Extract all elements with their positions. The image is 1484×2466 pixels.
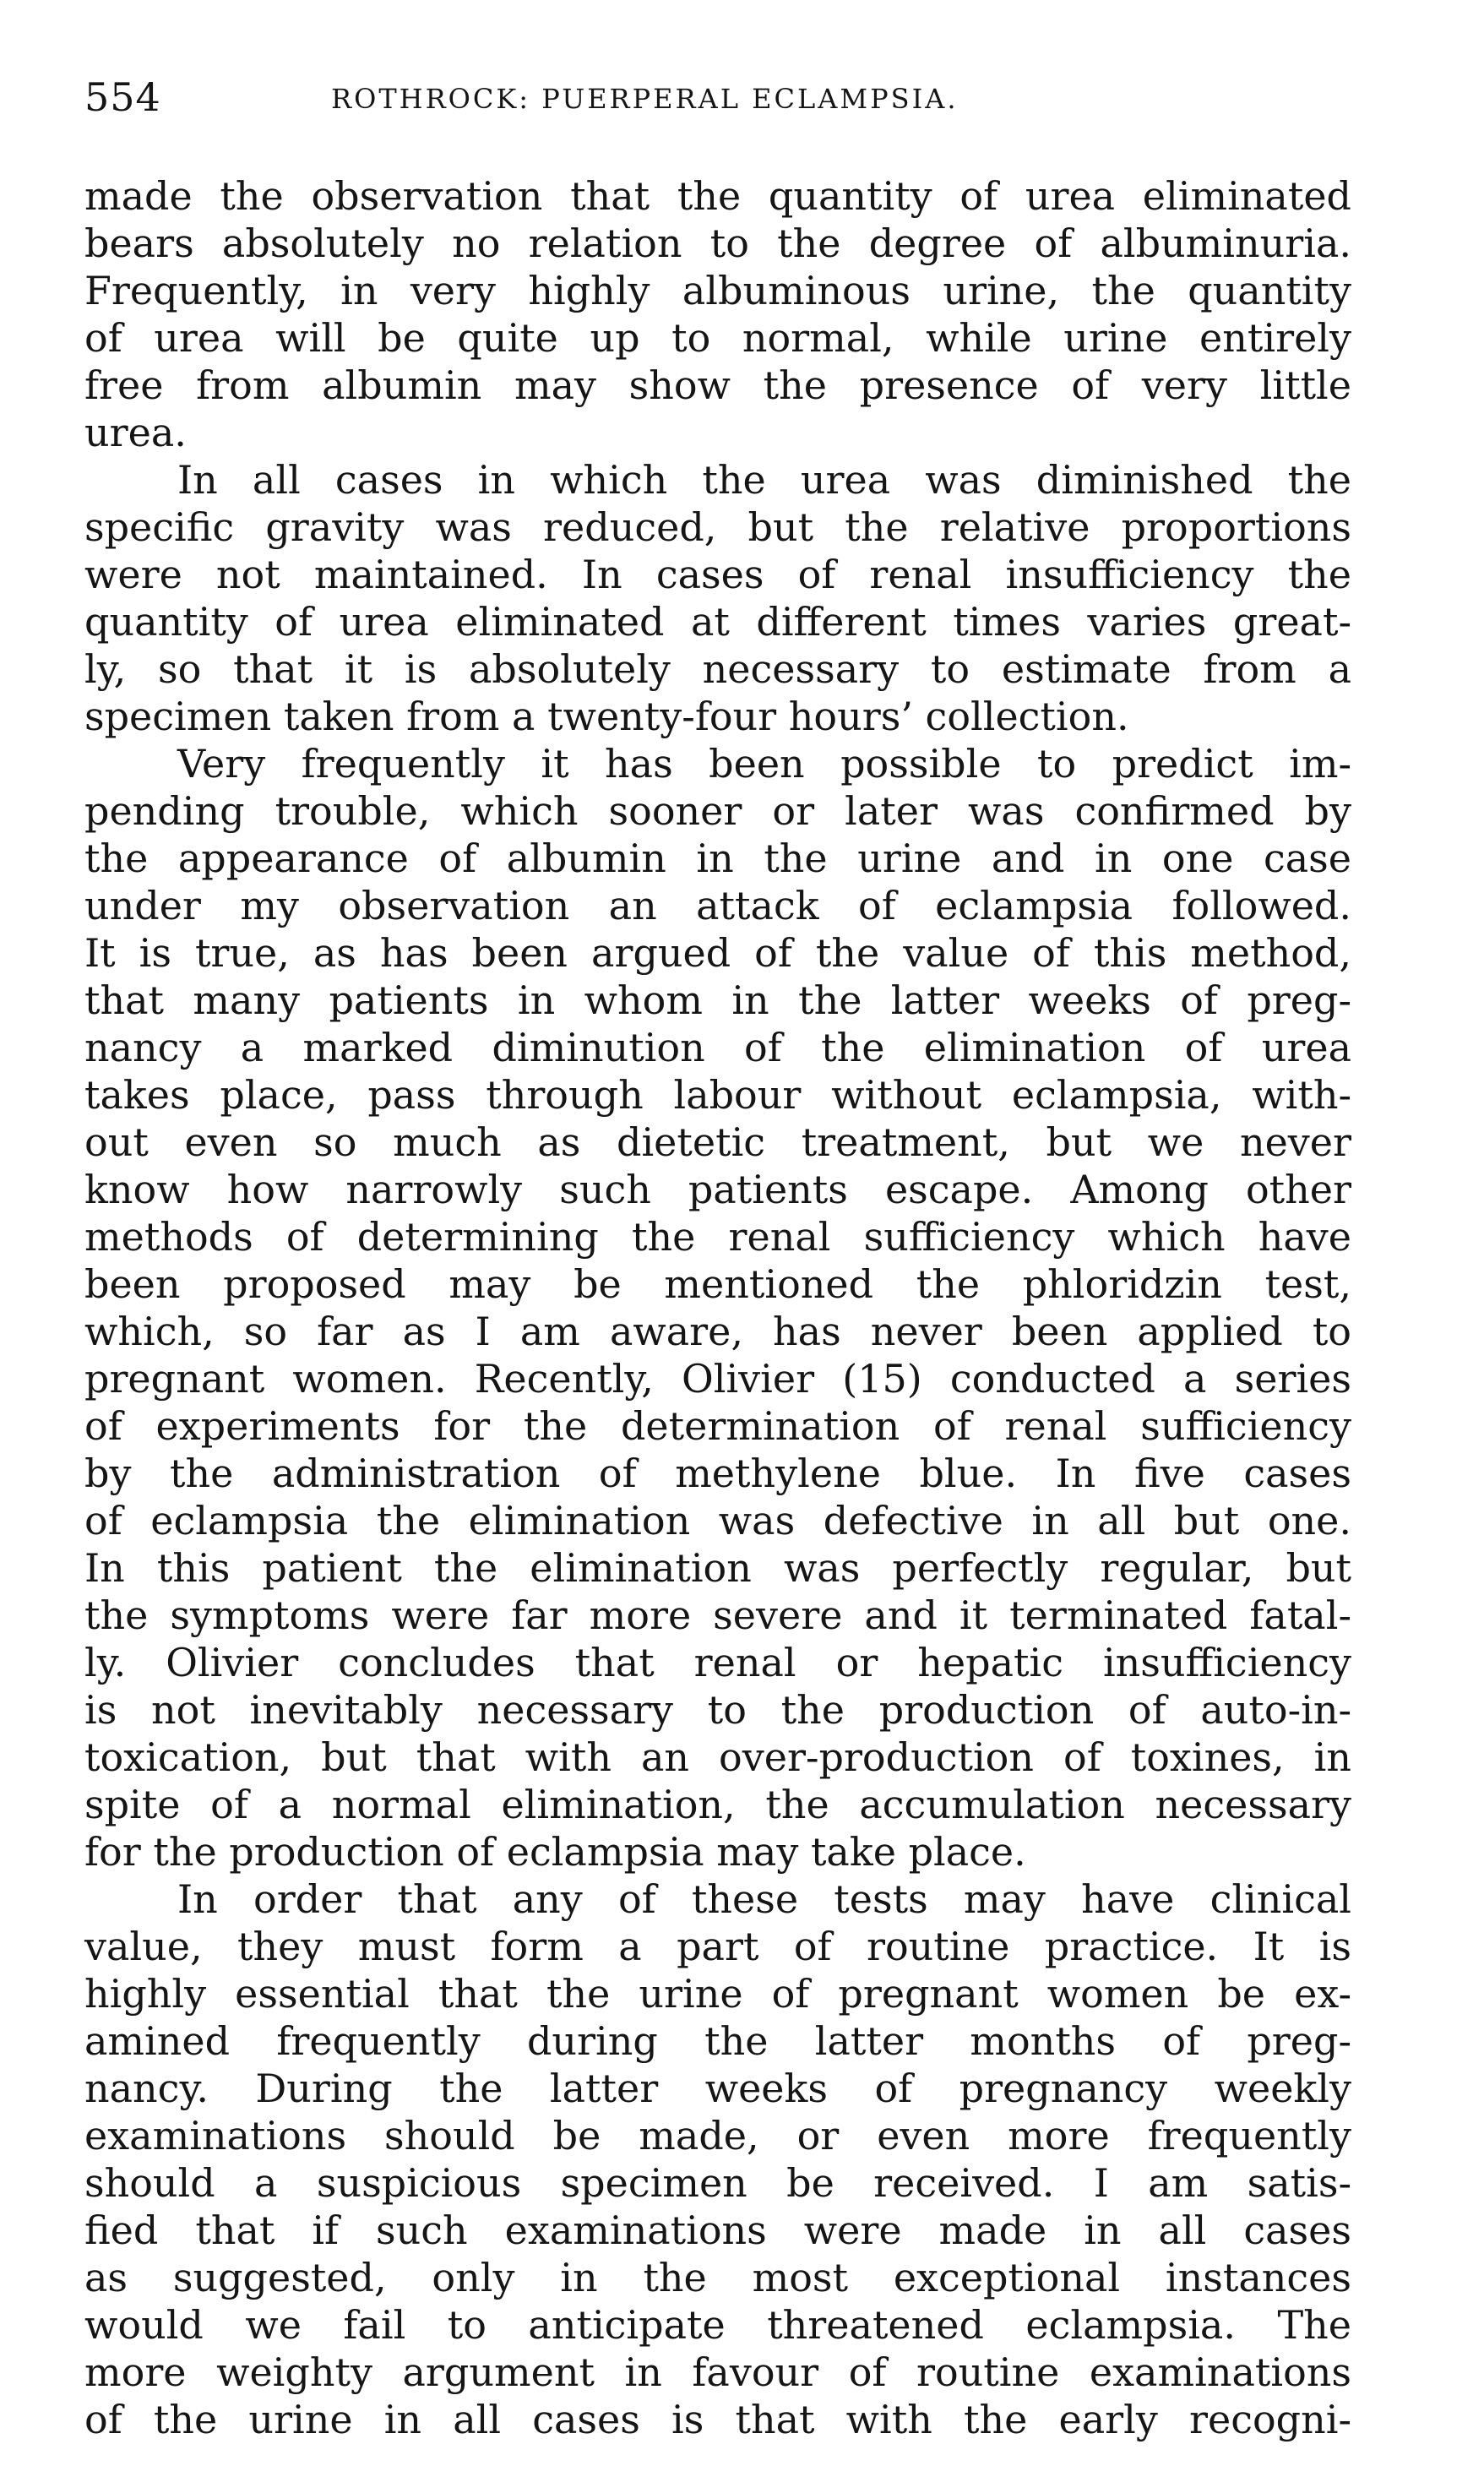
text-line: which, so far as I am aware, has never been applied to: [84, 1309, 1351, 1354]
text-line: of experiments for the determination of renal sufficiency: [84, 1403, 1351, 1449]
text-line: spite of a normal elimination, the accumulation necessary: [84, 1782, 1351, 1827]
text-line: the symptoms were far more severe and it terminated fatal-: [84, 1592, 1351, 1638]
text-line: free from albumin may show the presence of very little: [84, 362, 1351, 408]
text-line: should a suspicious specimen be received. I am satis-: [84, 2160, 1351, 2206]
text-line: bears absolutely no relation to the degree of albuminuria.: [84, 220, 1351, 266]
text-line: made the observation that the quantity of urea eliminated: [84, 173, 1351, 219]
text-line: value, they must form a part of routine practice. It is: [84, 1924, 1351, 1969]
text-line: takes place, pass through labour without eclampsia, with-: [84, 1072, 1351, 1118]
text-line: under my observation an attack of eclampsia followed.: [84, 883, 1351, 928]
text-line: methods of determining the renal sufficiency which have: [84, 1214, 1351, 1260]
text-line: out even so much as dietetic treatment, but we never: [84, 1119, 1351, 1165]
text-line: specimen taken from a twenty-four hours’ collection.: [84, 694, 1129, 739]
text-line: more weighty argument in favour of routine examinations: [84, 2349, 1351, 2395]
text-line: fied that if such examinations were made in all cases: [84, 2207, 1351, 2253]
text-line: been proposed may be mentioned the phloridzin test,: [84, 1261, 1351, 1307]
text-line: ly. Olivier concludes that renal or hepatic insufficiency: [84, 1640, 1351, 1685]
text-line: of urea will be quite up to normal, while urine entirely: [84, 315, 1351, 361]
running-head: ROTHROCK: PUERPERAL ECLAMPSIA.: [331, 83, 959, 115]
text-line: In this patient the elimination was perfectly regular, but: [84, 1545, 1351, 1591]
text-line: nancy a marked diminution of the elimination of urea: [84, 1025, 1351, 1070]
text-line: examinations should be made, or even more frequently: [84, 2113, 1351, 2158]
text-line: were not maintained. In cases of renal insufficiency the: [84, 552, 1351, 597]
text-line: pregnant women. Recently, Olivier (15) conducted a series: [84, 1356, 1351, 1402]
text-line: Very frequently it has been possible to predict im-: [177, 741, 1351, 787]
text-line: In order that any of these tests may have clinical: [177, 1876, 1351, 1922]
text-line: ly, so that it is absolutely necessary to estimate from a: [84, 646, 1351, 692]
text-line: It is true, as has been argued of the value of this method,: [84, 930, 1351, 976]
text-line: would we fail to anticipate threatened eclampsia. The: [84, 2302, 1351, 2348]
text-line: toxication, but that with an over-production of toxines, in: [84, 1734, 1351, 1780]
text-line: amined frequently during the latter months of preg-: [84, 2018, 1351, 2064]
text-line: for the production of eclampsia may take place.: [84, 1829, 1026, 1875]
text-line: the appearance of albumin in the urine and in one case: [84, 836, 1351, 881]
page-number: 554: [84, 74, 161, 120]
text-line: know how narrowly such patients escape. Among other: [84, 1167, 1351, 1212]
text-line: In all cases in which the urea was diminished the: [177, 457, 1351, 503]
text-line: pending trouble, which sooner or later was confirmed by: [84, 788, 1351, 834]
text-line: by the administration of methylene blue. In five cases: [84, 1451, 1351, 1496]
text-line: as suggested, only in the most exceptional instances: [84, 2255, 1351, 2300]
text-line: of the urine in all cases is that with the early recogni-: [84, 2397, 1351, 2442]
text-line: highly essential that the urine of pregnant women be ex-: [84, 1971, 1351, 2017]
page-header: [84, 74, 1402, 125]
text-line: is not inevitably necessary to the production of auto-in-: [84, 1687, 1351, 1733]
text-line: urea.: [84, 410, 187, 455]
text-line: specific gravity was reduced, but the relative proportions: [84, 504, 1351, 550]
text-line: that many patients in whom in the latter weeks of preg-: [84, 977, 1351, 1023]
text-line: Frequently, in very highly albuminous urine, the quantity: [84, 268, 1351, 313]
text-line: quantity of urea eliminated at different times varies great-: [84, 599, 1351, 645]
text-line: of eclampsia the elimination was defective in all but one.: [84, 1498, 1351, 1543]
text-line: nancy. During the latter weeks of pregnancy weekly: [84, 2066, 1351, 2111]
